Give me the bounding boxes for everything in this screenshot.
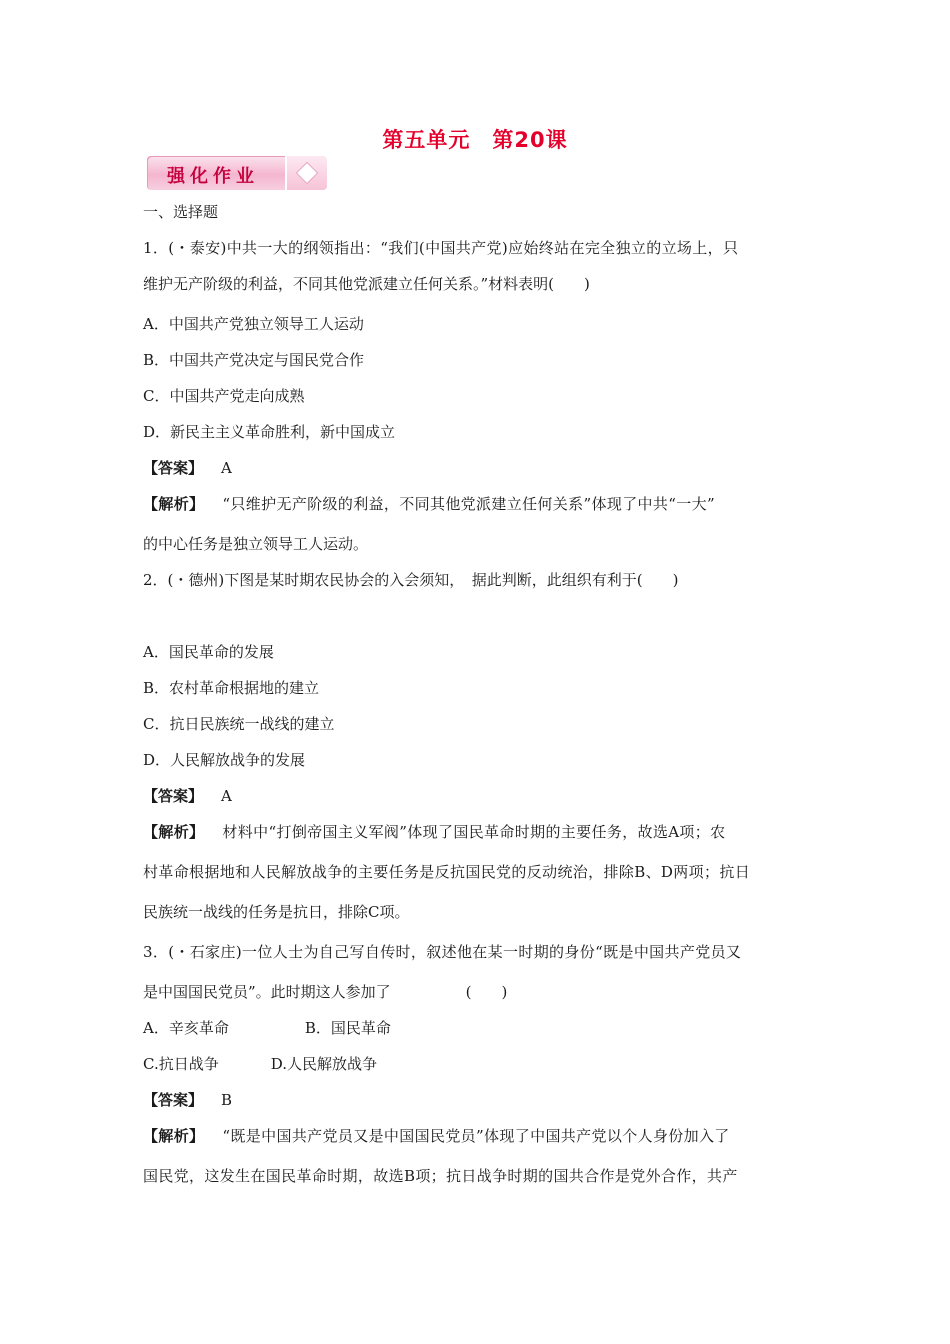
answer-label: 【答案】 — [143, 1091, 204, 1109]
q2-analysis-line-2: 村革命根据地和人民解放战争的主要任务是反抗国民党的反动统治，排除B、D两项；抗日 — [143, 863, 751, 881]
q1-option-a: A．中国共产党独立领导工人运动 — [143, 315, 364, 333]
answer-value: B — [221, 1091, 233, 1109]
q2-option-c: C．抗日民族统一战线的建立 — [143, 715, 335, 733]
banner-background — [147, 156, 285, 190]
answer-value: A — [221, 459, 232, 477]
analysis-label: 【解析】 — [143, 1127, 205, 1145]
answer-label: 【答案】 — [143, 787, 204, 805]
q1-answer — [143, 458, 232, 478]
analysis-text: 材料中“打倒帝国主义军阀”体现了国民革命时期的主要任务，故选A项；农 — [222, 823, 726, 841]
q3-analysis-line-1 — [143, 1126, 730, 1146]
q3-stem-line-2: 是中国国民党员”。此时期这人参加了 ( ) — [143, 983, 508, 1001]
q2-answer — [143, 786, 232, 806]
q1-option-d: D．新民主主义革命胜利，新中国成立 — [143, 423, 396, 441]
q3-option-c: C.抗日战争 — [143, 1055, 219, 1073]
q1-analysis-line-1 — [143, 494, 715, 514]
q3-analysis-line-2: 国民党，这发生在国民革命时期，故选B项；抗日战争时期的国共合作是党外合作，共产 — [143, 1167, 738, 1185]
banner-label: 强化作业 — [167, 166, 259, 187]
analysis-text: “只维护无产阶级的利益，不同其他党派建立任何关系”体现了中共“一大” — [222, 495, 715, 513]
q2-analysis-line-3: 民族统一战线的任务是抗日，排除C项。 — [143, 903, 410, 921]
homework-banner — [147, 156, 327, 190]
section-heading: 一、选择题 — [143, 203, 219, 221]
q3-option-d: D.人民解放战争 — [270, 1055, 377, 1073]
q2-stem-line-1: 2．(・德州)下图是某时期农民协会的入会须知， 据此判断，此组织有利于( ) — [143, 571, 679, 589]
q3-stem-line-1: 3．(・石家庄)一位人士为自己写自传时，叙述他在某一时期的身份“既是中国共产党员又 — [143, 943, 742, 961]
q1-option-b: B．中国共产党决定与国民党合作 — [143, 351, 365, 369]
q3-options-row-2 — [143, 1054, 377, 1074]
q1-stem-line-1: 1．(・泰安)中共一大的纲领指出：“我们(中国共产党)应始终站在完全独立的立场上，只 — [143, 239, 739, 257]
q2-option-d: D．人民解放战争的发展 — [143, 751, 306, 769]
analysis-text: “既是中国共产党员又是中国国民党员”体现了中国共产党以个人身份加入了 — [222, 1127, 730, 1145]
q3-option-a: A．辛亥革命 — [143, 1019, 229, 1037]
answer-value: A — [221, 787, 232, 805]
q1-stem-line-2: 维护无产阶级的利益，不同其他党派建立任何关系。”材料表明( ) — [143, 275, 590, 293]
q3-options-row-1 — [143, 1018, 391, 1038]
q3-answer — [143, 1090, 232, 1110]
answer-label: 【答案】 — [143, 459, 204, 477]
q2-option-b: B．农村革命根据地的建立 — [143, 679, 320, 697]
analysis-label: 【解析】 — [143, 495, 205, 513]
q1-analysis-line-2: 的中心任务是独立领导工人运动。 — [143, 535, 369, 553]
analysis-label: 【解析】 — [143, 823, 205, 841]
q2-analysis-line-1 — [143, 822, 725, 842]
q2-option-a: A．国民革命的发展 — [143, 643, 274, 661]
page-title: 第五单元 第20课 — [382, 128, 568, 152]
q1-option-c: C．中国共产党走向成熟 — [143, 387, 305, 405]
q3-option-b: B．国民革命 — [304, 1019, 391, 1037]
